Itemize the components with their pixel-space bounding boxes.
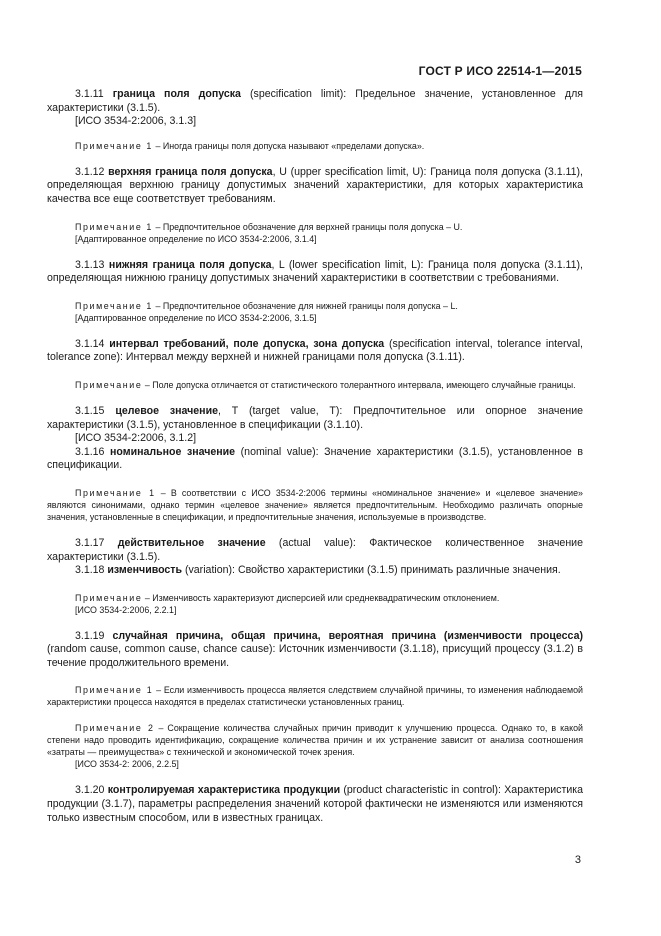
term: граница поля допуска bbox=[112, 88, 241, 100]
term: действительное значение bbox=[117, 536, 266, 549]
entry-3-1-13: 3.1.13 нижняя граница поля допуска, L (lower specification limit, L): Граница поля допуска (3.1.11), определяющая нижнюю границу допустимых значений характеристики в соответствии с требованиями. bbox=[47, 258, 583, 285]
reference: [ИСО 3534-2:2006, 3.1.3] bbox=[75, 115, 197, 128]
term: номинальное значение bbox=[110, 445, 236, 458]
note-3-1-18: Примечание – Изменчивость характеризуют дисперсией или среднеквадратическим отклонением. bbox=[75, 592, 500, 603]
note-3-1-16: Примечание 1 – В соответствии с ИСО 3534-2:2006 термины «номинальное значение» и «целевое значение» являются синонимами, однако термин «целевое значение» является предпочтительным. Необходимо различать опорные значения, установленные в спецификации, и предпочтительные значения, используемые в производстве. bbox=[47, 487, 583, 522]
reference: [Адаптированное определение по ИСО 3534-2:2006, 3.1.5] bbox=[75, 312, 317, 323]
page-number: 3 bbox=[574, 854, 581, 866]
term: верхняя граница поля допуска bbox=[108, 165, 273, 178]
entry-3-1-19: 3.1.19 случайная причина, общая причина, вероятная причина (изменчивости процесса) (random cause, common cause, chance cause): Источник изменчивости (3.1.18), присущий процессу (3.1.2) в течение продолжительного времени. bbox=[47, 629, 583, 669]
note-3-1-19-2: Примечание 2 – Сокращение количества случайных причин приводит к улучшению процесса. Однако то, в какой степени надо проводить идентификацию, сокращение количества причин и их устранение зависит от анализа соотношения «затраты — преимущества» с технической и экономической точек зрения. bbox=[47, 723, 583, 758]
entry-3-1-14: 3.1.14 интервал требований, поле допуска, зона допуска (specification interval, tolerance interval, tolerance zone): Интервал между верхней и нижней границами поля допуска (3.1.11). bbox=[47, 337, 583, 364]
entry-3-1-12: 3.1.12 верхняя граница поля допуска, U (upper specification limit, U): Граница поля допуска (3.1.11), определяющая верхнюю границу допустимых значений характеристики, для которых характеристика качества все еще соответствует требованиям. bbox=[47, 165, 583, 205]
entry-3-1-17: 3.1.17 действительное значение (actual value): Фактическое количественное значение характеристики (3.1.5). bbox=[47, 536, 583, 563]
entry-3-1-11: 3.1.11 граница поля допуска (specification limit): Предельное значение, установленное для характеристики (3.1.5). bbox=[47, 88, 583, 114]
entry-3-1-20: 3.1.20 контролируемая характеристика продукции (product characteristic in control): Характеристика продукции (3.1.7), параметры распределения значений которой фактически не изменяются или изменяются только известным способом, или в известных границах. bbox=[47, 784, 583, 824]
note-3-1-12: Примечание 1 – Предпочтительное обозначение для верхней границы поля допуска – U. bbox=[75, 221, 463, 232]
term: нижняя граница поля допуска bbox=[108, 258, 272, 271]
entry-3-1-16: 3.1.16 номинальное значение (nominal value): Значение характеристики (3.1.5), установленное в спецификации. bbox=[47, 445, 583, 472]
term: случайная причина, общая причина, вероятная причина (изменчивости процесса) bbox=[112, 629, 583, 642]
term: контролируемая характеристика продукции bbox=[107, 784, 341, 797]
note-3-1-13: Примечание 1 – Предпочтительное обозначение для нижней границы поля допуска – L. bbox=[75, 300, 458, 311]
note-3-1-11: Примечание 1 – Иногда границы поля допуска называют «пределами допуска». bbox=[75, 140, 425, 151]
reference: [ИСО 3534-2: 2006, 2.2.5] bbox=[75, 759, 179, 770]
reference: [ИСО 3534-2:2006, 2.2.1] bbox=[75, 604, 177, 615]
term: изменчивость bbox=[107, 564, 183, 577]
page-header: ГОСТ Р ИСО 22514-1—2015 bbox=[418, 64, 582, 78]
reference: [ИСО 3534-2:2006, 3.1.2] bbox=[75, 432, 197, 445]
term: целевое значение bbox=[115, 404, 218, 417]
entry-3-1-15: 3.1.15 целевое значение, T (target value, T): Предпочтительное или опорное значение характеристики (3.1.5), установленное в спецификации (3.1.10). bbox=[47, 404, 584, 431]
note-3-1-14: Примечание – Поле допуска отличается от статистического толерантного интервала, имеющего случайные границы. bbox=[75, 379, 576, 390]
note-3-1-19-1: Примечание 1 – Если изменчивость процесса является следствием случайной причины, то изменения наблюдаемой характеристики процесса находятся в пределах статистически установленных границ. bbox=[47, 685, 583, 708]
entry-3-1-18: 3.1.18 изменчивость (variation): Свойство характеристики (3.1.5) принимать различные значения. bbox=[75, 564, 561, 577]
reference: [Адаптированное определение по ИСО 3534-2:2006, 3.1.4] bbox=[75, 233, 317, 244]
document-body bbox=[47, 88, 583, 825]
term: интервал требований, поле допуска, зона допуска bbox=[109, 337, 385, 350]
